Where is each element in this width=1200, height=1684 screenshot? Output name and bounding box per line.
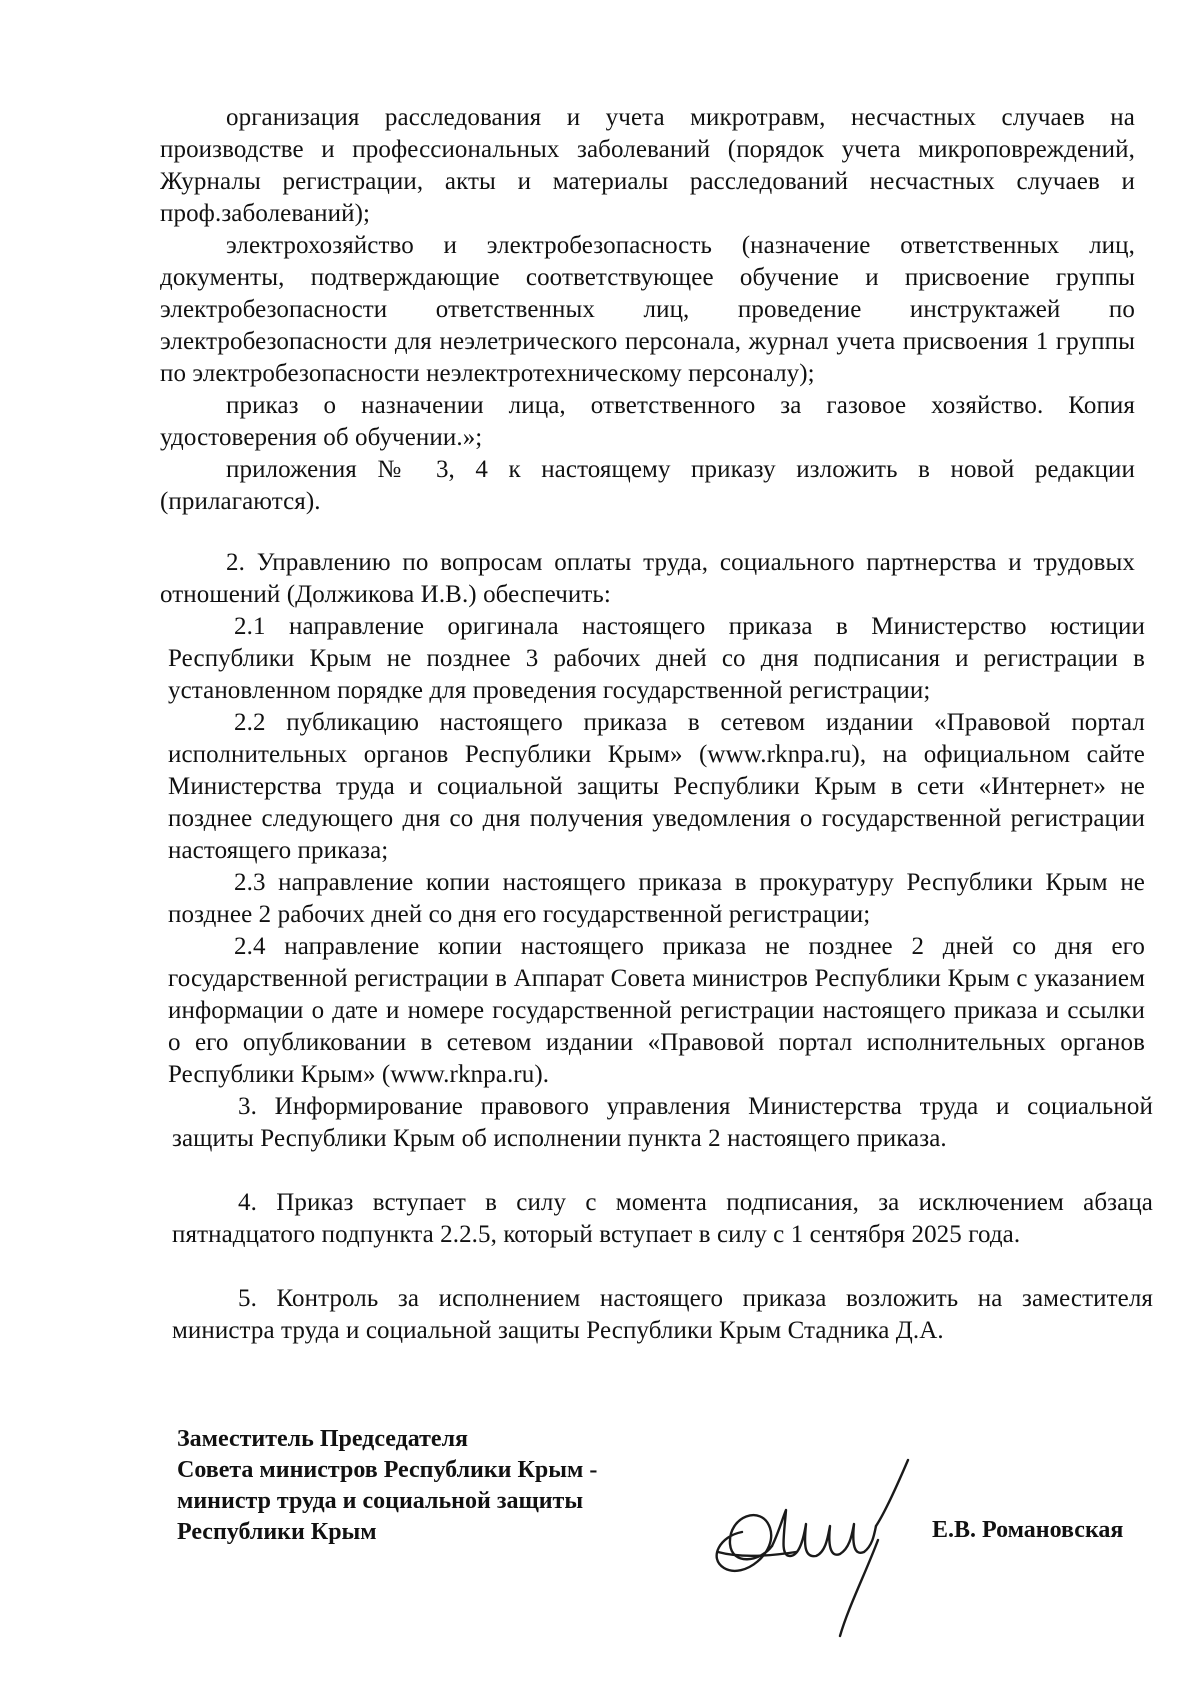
paragraph-item-2-4: 2.4 направление копии настоящего приказа не позднее 2 дней со дня его государственной регистрации в Аппарат Совета министров Республики Крым с указанием информации о дате и номере государственной регистрации настоящего приказа и ссылки о его опубликовании в сетевом издании «Правовой портал исполнительных органов Республики Крым» (www.rknpa.ru). [168,933,1145,1088]
paragraph-electrical-safety: электрохозяйство и электробезопасность (назначение ответственных лиц, документы, подтверждающие соответствующее обучение и присвоение группы электробезопасности ответственных лиц, проведение инструктажей по электробезопасности для неэлетрического персонала, журнал учета присвоения 1 группы по электробезопасности неэлектротехническому персоналу); [160,232,1135,387]
paragraph-item-4: 4. Приказ вступает в силу с момента подписания, за исключением абзаца пятнадцатого подпункта 2.2.5, который вступает в силу с 1 сентября 2025 года. [172,1189,1153,1248]
signatory-position-line: министр труда и социальной защиты [177,1488,584,1514]
signatory-position-line: Заместитель Председателя [177,1426,469,1452]
paragraph-item-2-1: 2.1 направление оригинала настоящего приказа в Министерство юстиции Республики Крым не позднее 3 рабочих дней со дня подписания и регистрации в установленном порядке для проведения государственной регистрации; [168,613,1145,704]
handwritten-signature [700,1440,920,1640]
paragraph-item-5: 5. Контроль за исполнением настоящего приказа возложить на заместителя министра труда и социальной защиты Республики Крым Стадника Д.А. [172,1285,1153,1344]
paragraph-item-3: 3. Информирование правового управления Министерства труда и социальной защиты Республики Крым об исполнении пункта 2 настоящего приказа. [172,1093,1153,1152]
signatory-position [177,1424,697,1548]
paragraph-gas-facilities-order: приказ о назначении лица, ответственного за газовое хозяйство. Копия удостоверения об обучении.»; [160,392,1135,451]
paragraph-item-2: 2. Управлению по вопросам оплаты труда, социального партнерства и трудовых отношений (Должикова И.В.) обеспечить: [160,549,1135,608]
paragraph-microtrauma-investigation: организация расследования и учета микротравм, несчастных случаев на производстве и профессиональных заболеваний (порядок учета микроповреждений, Журналы регистрации, акты и материалы расследований несчастных случаев и проф.заболеваний); [160,104,1135,227]
paragraph-item-2-2: 2.2 публикацию настоящего приказа в сетевом издании «Правовой портал исполнительных органов Республики Крым» (www.rknpa.ru), на официальном сайте Министерства труда и социальной защиты Республики Крым в сети «Интернет» не позднее следующего дня со дня получения уведомления о государственной регистрации настоящего приказа; [168,709,1145,864]
signatory-position-line: Республики Крым [177,1519,377,1545]
signatory-name: Е.В. Романовская [932,1517,1124,1543]
paragraph-item-2-3: 2.3 направление копии настоящего приказа в прокуратуру Республики Крым не позднее 2 рабочих дней со дня его государственной регистрации; [168,869,1145,928]
paragraph-appendices: приложения № 3, 4 к настоящему приказу изложить в новой редакции (прилагаются). [160,456,1135,515]
signatory-position-line: Совета министров Республики Крым - [177,1457,598,1483]
